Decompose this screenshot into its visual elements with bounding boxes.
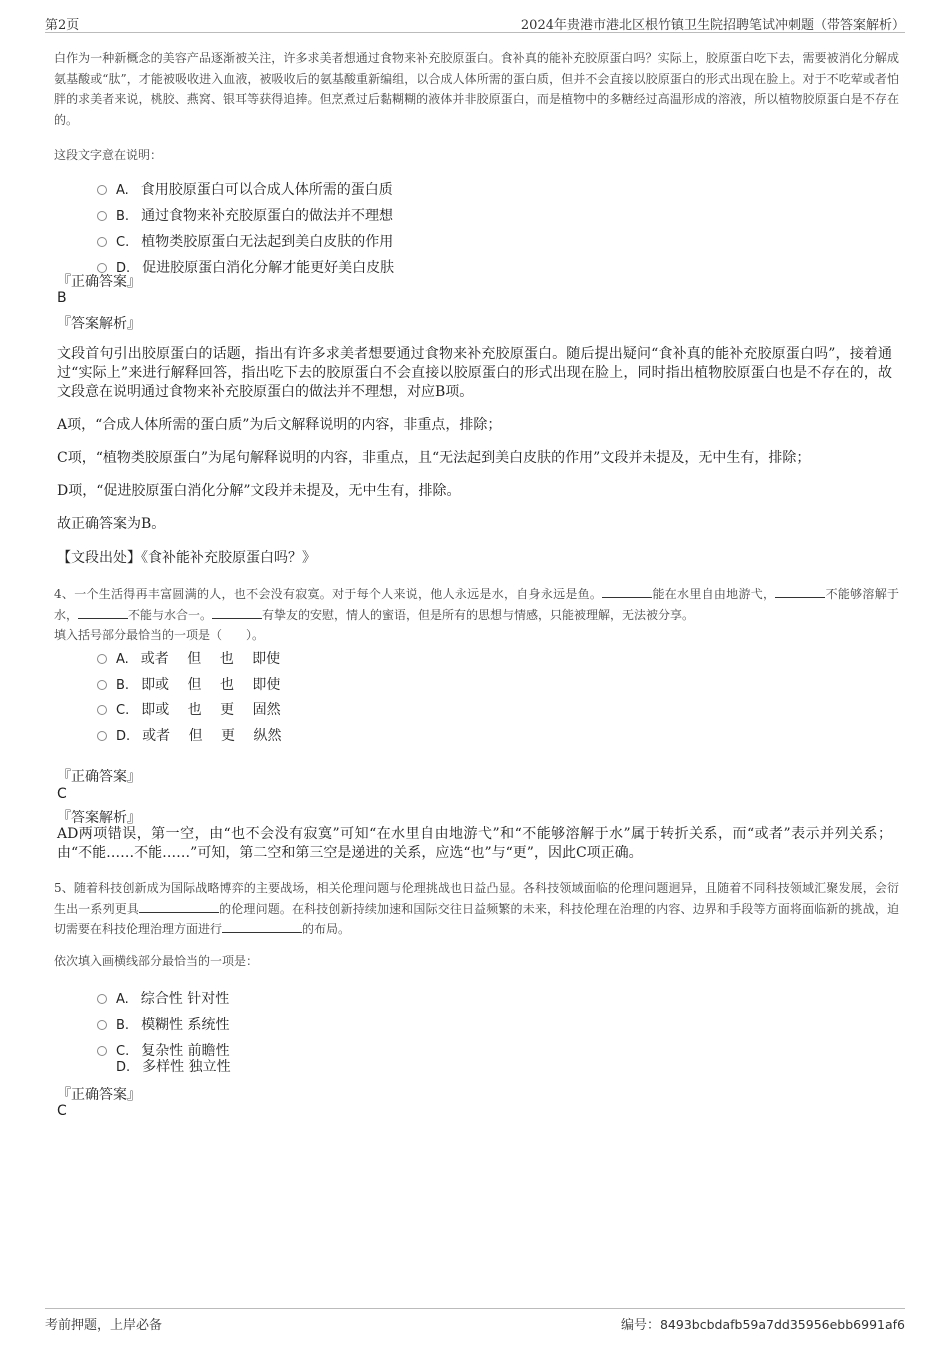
radio-icon[interactable] (97, 1046, 107, 1056)
q4-option-d[interactable] (97, 725, 282, 745)
radio-icon[interactable] (97, 680, 107, 690)
q5-option-d[interactable] (97, 1056, 231, 1076)
q5-answer-label: 『正确答案』 (57, 1087, 141, 1103)
option-text: 模糊性 系统性 (141, 1017, 230, 1033)
q3-analysis-para-1: 文段首句引出胶原蛋白的话题，指出有许多求美者想要通过食物来补充胶原蛋白。随后提出疑问“食补真的能补充胶原蛋白吗”，接着通过“实际上”来进行解释回答，指出吃下去的胶原蛋白不会直接以胶原蛋白的形式出现在脸上，同时指出植物胶原蛋白也是不存在的，故文段意在说明通过食物来补充胶原蛋白的做法并不理想，对应B项。 (57, 346, 892, 400)
q5-stem-text: 5、随着科技创新成为国际战略博弈的主要战场，相关伦理问题与伦理挑战也日益凸显。各科技领域面临的伦理问题迥异，且随着不同科技领域汇聚发展，会衍生出一系列更具 (54, 881, 899, 916)
q3-analysis-label: 『答案解析』 (57, 316, 141, 332)
blank-1 (139, 900, 219, 913)
q5-option-b[interactable] (97, 1014, 230, 1034)
q4-stem-text: 不能与水合一。 (128, 607, 213, 622)
option-letter: D. (116, 1060, 131, 1075)
radio-icon[interactable] (97, 994, 107, 1004)
q3-analysis-para-2: A项，“合成人体所需的蛋白质”为后文解释说明的内容，非重点，排除； (57, 417, 502, 433)
q4-stem-text: 4、一个生活得再丰富圆满的人，也不会没有寂寞。对于每个人来说，他人永远是水，自身永远是鱼。 (54, 587, 603, 601)
q3-passage: 白作为一种新概念的美容产品逐渐被关注，许多求美者想通过食物来补充胶原蛋白。食补真的能补充胶原蛋白吗？实际上，胶原蛋白吃下去，需要被消化分解成氨基酸或“肽”，才能被吸收进入血液，被吸收后的氨基酸重新编组，以合成人体所需的蛋白质，但并不会直接以胶原蛋白的形式出现在脸上。对于不吃荤或者怕胖的求美者来说，桃胶、燕窝、银耳等获得追捧。但烹煮过后黏糊糊的液体并非胶原蛋白，而是植物中的多糖经过高温形成的溶液，所以植物胶原蛋白是不存在的。 (54, 51, 899, 127)
option-letter: C. (116, 703, 130, 718)
option-text: 多样性 独立性 (142, 1059, 231, 1075)
q5-option-a[interactable] (97, 988, 229, 1008)
radio-icon[interactable] (97, 237, 107, 247)
option-letter: C. (116, 235, 130, 250)
option-text: 促进胶原蛋白消化分解才能更好美白皮肤 (142, 260, 395, 276)
radio-icon[interactable] (97, 654, 107, 664)
q3-answer: B (57, 290, 67, 306)
q4-prompt: 填入括号部分最恰当的一项是（ ）。 (54, 628, 265, 642)
option-letter: C. (116, 1044, 130, 1059)
q5-stem-text: 的布局。 (302, 922, 351, 936)
header-divider (45, 32, 905, 33)
document-title: 2024年贵港市港北区根竹镇卫生院招聘笔试冲刺题（带答案解析） (520, 18, 905, 33)
q3-answer-label: 『正确答案』 (57, 274, 141, 290)
q3-option-d[interactable] (97, 257, 394, 277)
q3-option-b[interactable] (97, 205, 393, 225)
option-text: 或者 但 也 即使 (140, 651, 281, 667)
option-letter: D. (116, 261, 131, 276)
q4-stem-text: 有挚友的安慰，情人的蜜语，但是所有的思想与情感，只能被理解，无法被分享。 (262, 607, 695, 622)
q3-prompt: 这段文字意在说明： (54, 148, 163, 162)
footer-divider (45, 1308, 905, 1309)
option-letter: A. (116, 992, 129, 1007)
radio-icon[interactable] (97, 1020, 107, 1030)
option-text: 植物类胶原蛋白无法起到美白皮肤的作用 (141, 234, 394, 250)
q3-option-c[interactable] (97, 231, 393, 251)
code-value: 8493bcbdafb59a7dd35956ebb6991af6 (659, 1317, 905, 1332)
radio-icon[interactable] (97, 211, 107, 221)
q3-analysis-para-4: D项，“促进胶原蛋白消化分解”文段并未提及，无中生有，排除。 (57, 483, 461, 499)
blank-2 (222, 920, 302, 933)
q3-option-a[interactable] (97, 179, 393, 199)
option-letter: D. (116, 729, 131, 744)
option-text: 即或 也 更 固然 (141, 702, 281, 718)
q4-option-c[interactable] (97, 699, 281, 719)
q4-answer-label: 『正确答案』 (57, 769, 141, 785)
q4-analysis-label: 『答案解析』 (57, 810, 141, 826)
radio-icon[interactable] (97, 705, 107, 715)
option-text: 通过食物来补充胶原蛋白的做法并不理想 (141, 208, 394, 224)
q5-stem-text: 的伦理问题。在科技创新持续加速和国际交往日益频繁的未来，科技伦理在治理的内容、边界和手段等方面将面临新的挑战，迫切需要在科技伦理治理方面进行 (54, 901, 899, 936)
q4-stem-text: 能在水里自由地游弋， (652, 587, 776, 601)
option-text: 或者 但 更 纵然 (142, 728, 282, 744)
code-label: 编号： (620, 1318, 660, 1333)
page-number: 第2页 (45, 18, 80, 33)
document-code (621, 1314, 905, 1333)
q4-stem-text: 不能够溶解于水， (54, 587, 899, 622)
option-text: 食用胶原蛋白可以合成人体所需的蛋白质 (140, 182, 393, 198)
blank-4 (212, 606, 262, 619)
option-text: 即或 但 也 即使 (141, 677, 281, 693)
radio-icon[interactable] (97, 185, 107, 195)
option-letter: B. (116, 1018, 130, 1033)
q5-prompt: 依次填入画横线部分最恰当的一项是： (54, 954, 259, 968)
option-letter: B. (116, 209, 130, 224)
q4-answer: C (57, 786, 67, 802)
q3-source: 【文段出处】《食补能补充胶原蛋白吗？》 (57, 550, 316, 566)
q5-answer: C (57, 1103, 67, 1119)
radio-icon[interactable] (97, 731, 107, 741)
q4-stem (54, 584, 899, 625)
q4-option-b[interactable] (97, 674, 280, 694)
q5-stem (54, 878, 899, 940)
blank-3 (78, 606, 128, 619)
q3-analysis-conclusion: 故正确答案为B。 (57, 516, 166, 532)
option-letter: A. (116, 652, 129, 667)
option-text: 综合性 针对性 (140, 991, 230, 1007)
q3-analysis-para-3: C项，“植物类胶原蛋白”为尾句解释说明的内容，非重点，且“无法起到美白皮肤的作用”文段并未提及，无中生有，排除； (57, 450, 811, 466)
option-letter: B. (116, 678, 130, 693)
blank-1 (602, 585, 652, 598)
footer-slogan: 考前押题，上岸必备 (45, 1318, 163, 1333)
q4-option-a[interactable] (97, 648, 280, 668)
q4-analysis: AD两项错误，第一空，由“也不会没有寂寞”可知“在水里自由地游弋”和“不能够溶解于水”属于转折关系，而“或者”表示并列关系；由“不能……不能……”可知，第二空和第三空是递进的关系，应选“也”与“更”，因此C项正确。 (57, 826, 892, 861)
option-letter: A. (116, 183, 129, 198)
option-text: 复杂性 前瞻性 (141, 1043, 230, 1059)
blank-2 (775, 585, 825, 598)
